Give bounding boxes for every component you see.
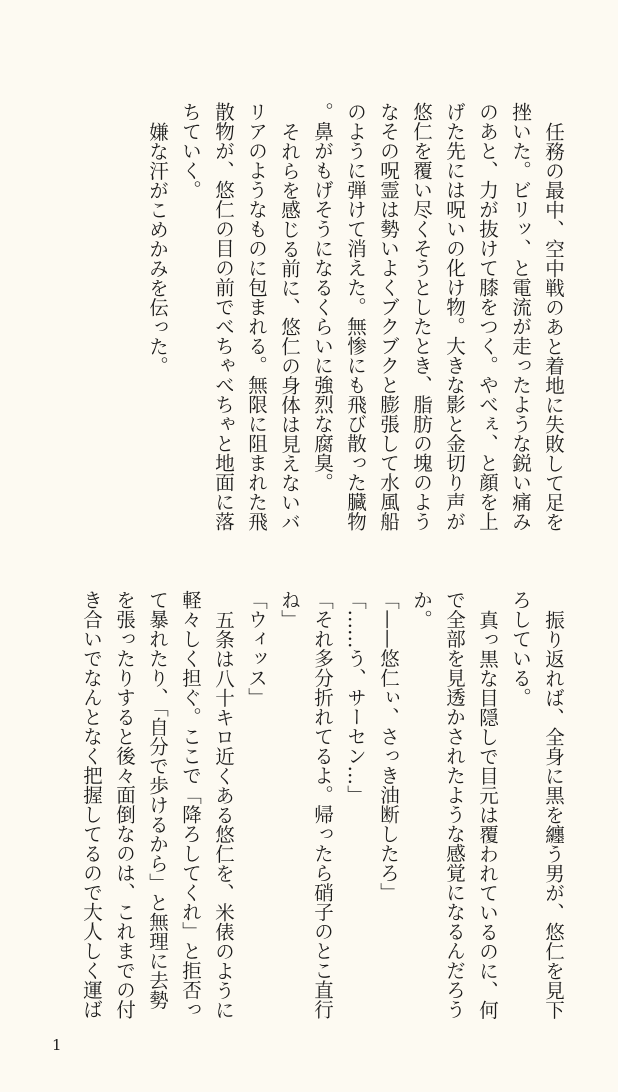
paragraph: それらを感じる前に、悠仁の身体は見えないバリアのようなものに包まれる。無限に阻まれた飛散物が、悠仁の目の前でべちゃべちゃと地面に落ちていく。 [179, 102, 301, 531]
text-block-bottom [50, 590, 570, 1020]
paragraph: 任務の最中、空中戦のあと着地に失敗して足を挫いた。ビリッ、と電流が走ったような鋭い痛みのあと、力が抜けて膝をつく。やべぇ、と顔を上げた先には呪いの化け物。大きな影と金切り声が悠仁を覆い尽くそうとしたとき、脂肪の塊のようなその呪霊は勢いよくブクブクと膨張して水風船のように弾けて消えた。無惨にも飛び散った臓物。鼻がもげそうになるくらいに強烈な腐臭。 [311, 102, 565, 531]
paragraph: 真っ黒な目隠しで目元は覆われているのに、何で全部を見透かされたような感覚になるんだろうか。 [410, 590, 499, 1019]
paragraph: 嫌な汗がこめかみを伝った。 [146, 121, 169, 375]
paragraph: 五条は八十キロ近くある悠仁を、米俵のように軽々しく担ぐ。ここで「降ろしてくれ」と拒否って暴れたり、「自分で歩けるから」と無理に去勢を張ったりすると後々面倒なのは、これまでの付き合いでなんとなく把握してるので大人しく運ば [80, 590, 235, 1019]
dialogue-line: 「……う、サーセン…」 [344, 590, 367, 805]
dialogue-line: 「——悠仁ぃ、さっき油断したろ」 [377, 590, 400, 902]
page-number: 1 [52, 1036, 62, 1054]
dialogue-line: 「それ多分折れてるよ。帰ったら硝子のとこ直行ね」 [278, 590, 334, 1019]
dialogue-line: 「ウィッス」 [245, 590, 268, 707]
paragraph: 振り返れば、全身に黒を纏う男が、悠仁を見下ろしている。 [509, 590, 565, 1019]
text-block-top [140, 102, 570, 532]
